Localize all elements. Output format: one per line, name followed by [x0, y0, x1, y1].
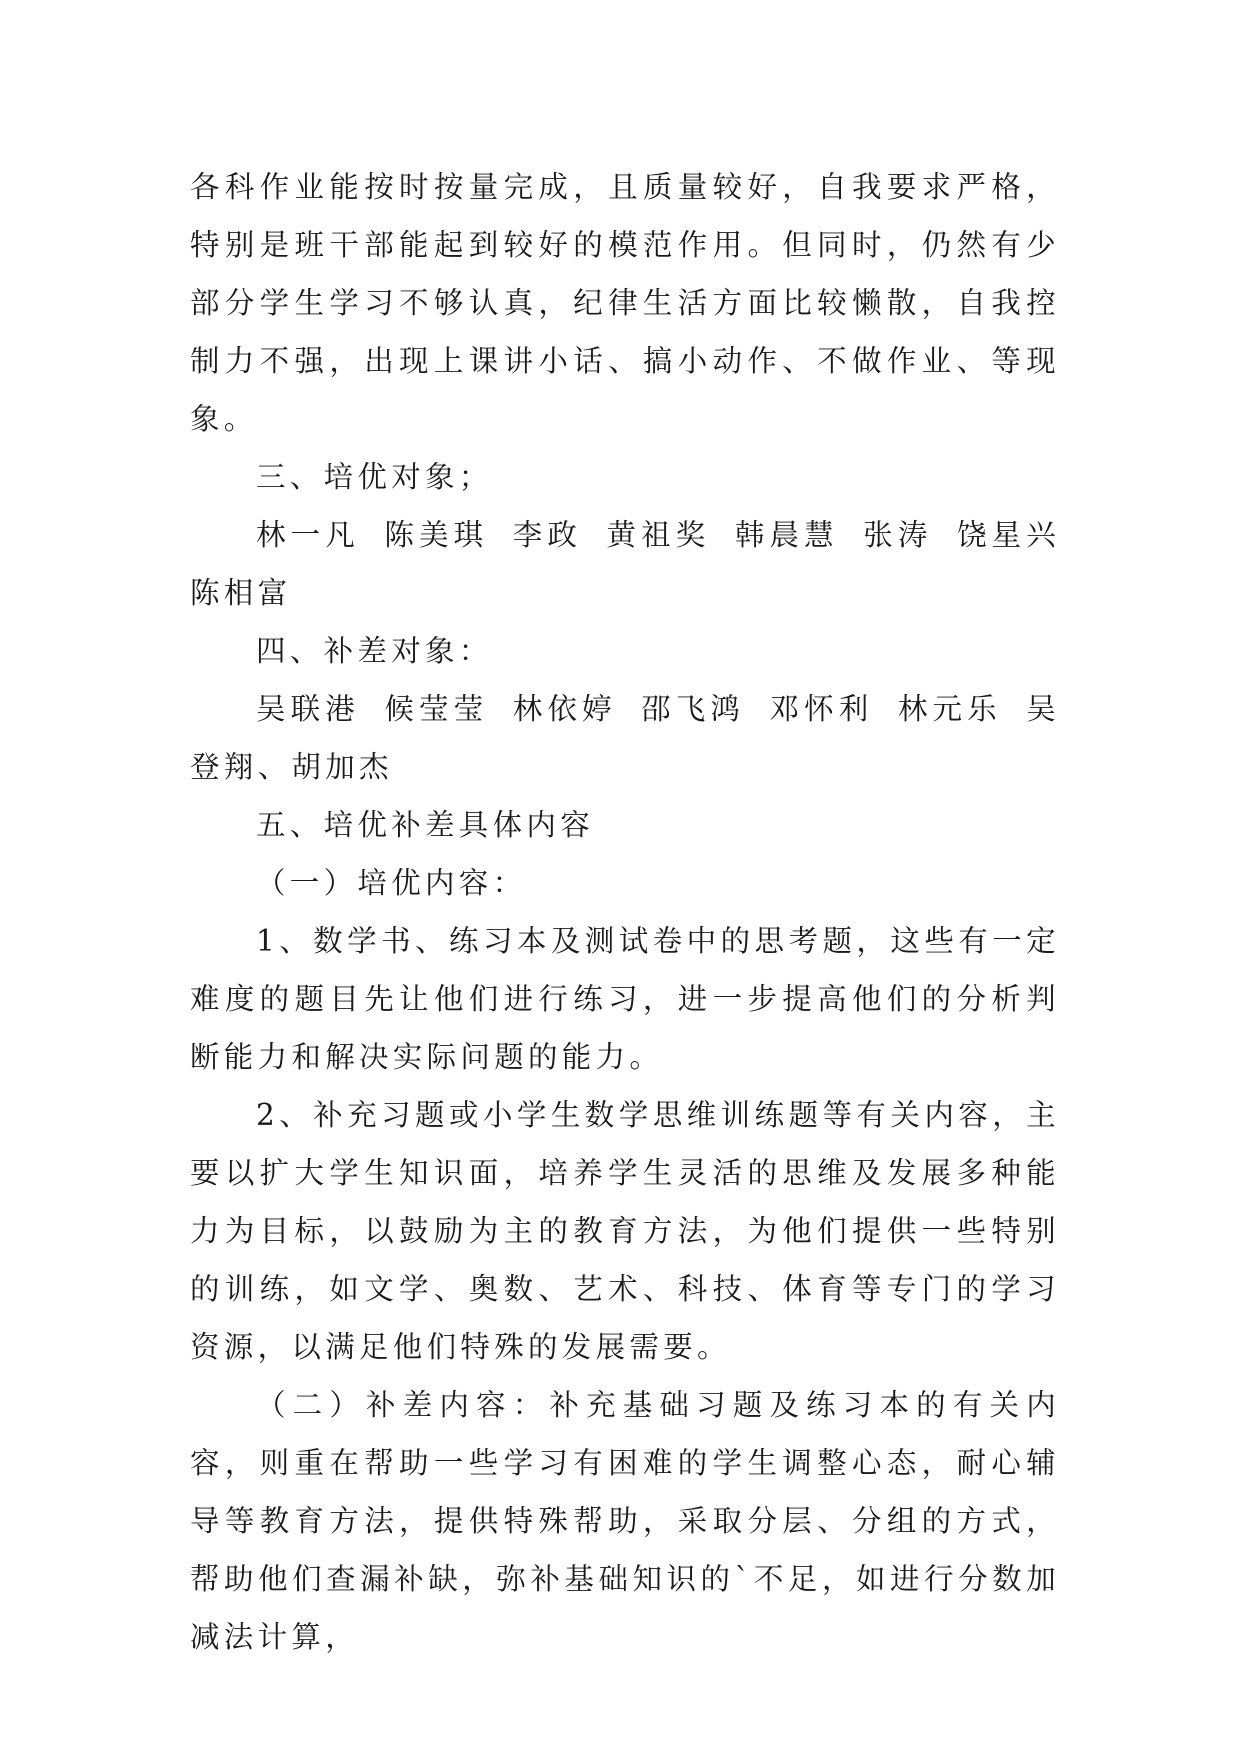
heading-specific-content: 五、培优补差具体内容 [256, 808, 595, 842]
heading-top-students: 三、培优对象； [256, 460, 493, 494]
subheading-enrichment: （一）培优内容： [256, 866, 527, 900]
list-top-students: 林一凡 陈美琪 李政 黄祖奖 韩晨慧 张涛 饶星兴 陈相富 [190, 518, 1060, 610]
paragraph-class-situation: 各科作业能按时按量完成，且质量较好，自我要求严格，特别是班干部能起到较好的模范作用。但同时，仍然有少部分学生学习不够认真，纪律生活方面比较懒散，自我控制力不强，出现上课讲小话、搞小动作、不做作业、等现象。 [190, 170, 1060, 436]
paragraph-remedial-content: （二）补差内容：补充基础习题及练习本的有关内容，则重在帮助一些学习有困难的学生调整心态，耐心辅导等教育方法，提供特殊帮助，采取分层、分组的方式，帮助他们查漏补缺，弥补基础知识的`不足，如进行分数加减法计算， [190, 1388, 1060, 1654]
paragraph-enrichment-2: 2、补充习题或小学生数学思维训练题等有关内容，主要以扩大学生知识面，培养学生灵活的思维及发展多种能力为目标，以鼓励为主的教育方法，为他们提供一些特别的训练，如文学、奥数、艺术、科技、体育等专门的学习资源，以满足他们特殊的发展需要。 [190, 1098, 1060, 1364]
paragraph-enrichment-1: 1、数学书、练习本及测试卷中的思考题，这些有一定难度的题目先让他们进行练习，进一步提高他们的分析判断能力和解决实际问题的能力。 [190, 924, 1060, 1074]
list-remedial-students: 吴联港 候莹莹 林依婷 邵飞鸿 邓怀利 林元乐 吴登翔、胡加杰 [190, 692, 1060, 784]
heading-remedial-students: 四、补差对象： [256, 634, 493, 668]
document-body [190, 158, 1060, 1666]
